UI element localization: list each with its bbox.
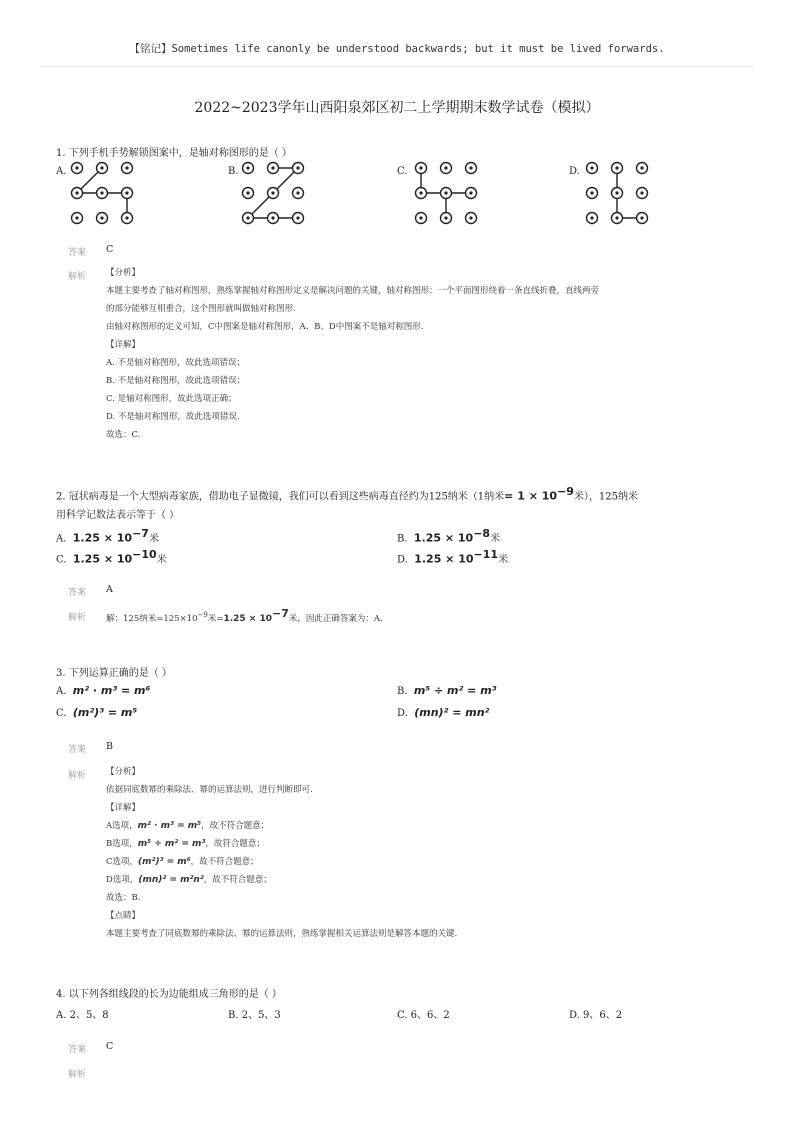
q1-sol-line: 【详解】 [106, 340, 141, 350]
opt-math: (m²)³ = m⁵ [72, 706, 138, 719]
q2-sol-math: 1.25 × 10 [223, 613, 273, 624]
q1-pattern-a-image [66, 160, 140, 228]
post: ，故不符合题意； [190, 857, 259, 867]
q3-sol-line [106, 817, 457, 835]
q3-solution [106, 763, 457, 943]
q2-option-b [397, 527, 500, 544]
q3-stem: 3. 下列运算正确的是（ ） [56, 668, 172, 679]
q2-stem-exp: −9 [557, 485, 574, 498]
q4-answer: C [106, 1041, 114, 1052]
opt-math: 1.25 × 10 [414, 552, 474, 566]
q1-stem: 1. 下列手机手势解锁图案中，是轴对称图形的是（ ） [56, 148, 292, 159]
q2-sol-text: 米，因此正确答案为：A. [288, 613, 383, 624]
q1-sol-line: 故选：C. [106, 430, 141, 440]
opt-label: A. [56, 533, 67, 545]
q1-option-c-label: C. [397, 166, 408, 177]
post: ，故不符合题意； [201, 821, 270, 831]
math: (mn)² = m²n² [138, 875, 204, 885]
opt-unit: 米 [498, 554, 509, 566]
q1-answer: C [106, 244, 114, 255]
math: (m²)³ = m⁶ [138, 857, 191, 867]
motto: 【铭记】Sometimes life canonly be understood backwards; but it must be lived forwards. [129, 43, 665, 55]
q3-sol-line [106, 853, 457, 871]
q1-option-a-label: A. [56, 166, 67, 177]
q2-sol-text: 米= [207, 613, 224, 624]
q3-sol-line: 故选：B. [106, 893, 141, 903]
q1-sol-line: 【分析】 [106, 268, 141, 278]
q2-solution [106, 605, 383, 628]
pre: B选项， [106, 839, 138, 849]
q2-option-c [56, 548, 167, 565]
q1-sol-line: 本题主要考查了轴对称图形，熟练掌握轴对称图形定义是解决问题的关键，轴对称图形：一个平面图形绕着一条直线折叠，直线两旁 [106, 286, 600, 296]
q3-answer-label: 答案 [68, 745, 87, 755]
opt-exp: −8 [473, 527, 491, 540]
q1-sol-line: B. 不是轴对称图形，故此选项错误； [106, 376, 246, 386]
opt-unit: 米 [156, 554, 167, 566]
opt-math: 1.25 × 10 [72, 531, 133, 545]
pre: D选项， [106, 875, 139, 885]
pre: C选项， [106, 857, 139, 867]
q3-sol-head: 【分析】 [106, 767, 141, 777]
q2-stem [56, 485, 638, 502]
q3-sol-line [106, 871, 457, 889]
q3-option-c [56, 706, 137, 719]
q2-answer: A [106, 584, 113, 595]
q2-stem-text-end: 米），125纳米 [573, 491, 639, 503]
pre: A选项， [106, 821, 138, 831]
q1-pattern-b-image [237, 160, 311, 228]
q1-sol-line: A. 不是轴对称图形，故此选项错误； [106, 358, 246, 368]
math: m² · m³ = m⁵ [137, 821, 202, 831]
q3-sol-head: 【点睛】 [106, 911, 141, 921]
q1-sol-line: 由轴对称图形的定义可知，C中图案是轴对称图形，A、B、D中图案不是轴对称图形. [106, 322, 424, 332]
opt-label: B. [397, 686, 408, 697]
q3-sol-line: 本题主要考查了同底数幂的乘除法、幂的运算法则，熟练掌握相关运算法则是解答本题的关键. [106, 929, 458, 939]
opt-math: 1.25 × 10 [413, 531, 474, 545]
q1-sol-line: 的部分能够互相重合，这个图形就叫做轴对称图形. [106, 304, 296, 314]
q3-option-b [397, 684, 496, 697]
q3-sol-head: 【详解】 [106, 803, 141, 813]
q1-answer-label: 答案 [68, 248, 87, 258]
q4-option-d: D. 9、6、2 [569, 1010, 623, 1021]
q4-stem: 4. 以下列各组线段的长为边能组成三角形的是（ ） [56, 989, 282, 1000]
q1-pattern-c-image [410, 160, 484, 228]
opt-label: A. [56, 686, 67, 697]
opt-label: D. [397, 554, 408, 566]
q2-stem-math: = 1 × 10 [504, 489, 558, 503]
q1-analysis-label: 解析 [68, 272, 87, 282]
opt-unit: 米 [148, 533, 159, 545]
q2-option-d [397, 548, 508, 565]
q2-sol-exp: −9 [197, 611, 208, 619]
q3-option-d [397, 706, 489, 719]
opt-math: m⁵ ÷ m² = m³ [413, 684, 497, 697]
q1-sol-line: D. 不是轴对称图形，故此选项错误. [106, 412, 240, 422]
q3-analysis-label: 解析 [68, 771, 87, 781]
q2-option-a [56, 527, 159, 544]
q3-sol-line [106, 835, 457, 853]
page-title: 2022~2023学年山西阳泉郊区初二上学期期末数学试卷（模拟） [194, 100, 600, 116]
q2-stem-line2: 用科学记数法表示等于（ ） [56, 510, 180, 521]
opt-label: D. [397, 708, 408, 719]
opt-label: C. [56, 708, 67, 719]
opt-label: C. [56, 554, 67, 566]
opt-exp: −7 [132, 527, 149, 540]
q2-stem-text: 2. 冠状病毒是一个大型病毒家族，借助电子显微镜，我们可以看到这些病毒直径约为125纳米（1纳米 [56, 491, 505, 503]
q1-option-b-label: B. [228, 166, 239, 177]
q1-solution [106, 264, 599, 444]
q3-answer: B [106, 741, 113, 752]
math: m⁵ ÷ m² = m³ [137, 839, 206, 849]
q4-option-b: B. 2、5、3 [228, 1010, 281, 1021]
q4-answer-label: 答案 [68, 1045, 87, 1055]
opt-label: B. [397, 533, 408, 545]
opt-exp: −10 [132, 548, 157, 561]
post: ，故符合题意； [205, 839, 265, 849]
q4-analysis-label: 解析 [68, 1070, 87, 1080]
q2-analysis-label: 解析 [68, 613, 87, 623]
opt-math: m² · m³ = m⁶ [72, 684, 151, 697]
header-divider [40, 66, 754, 67]
opt-math: 1.25 × 10 [72, 552, 133, 566]
q1-option-d-label: D. [569, 166, 580, 177]
post: ，故不符合题意； [203, 875, 272, 885]
q1-pattern-d-image [581, 160, 655, 228]
q4-option-a: A. 2、5、8 [56, 1010, 109, 1021]
q3-option-a [56, 684, 150, 697]
q4-option-c: C. 6、6、2 [397, 1010, 450, 1021]
q3-sol-line: 依据同底数幂的乘除法、幂的运算法则，进行判断即可. [106, 785, 313, 795]
q2-sol-text: 解：125纳米=125×10 [106, 613, 198, 624]
q2-sol-exp: −7 [272, 607, 289, 620]
opt-unit: 米 [490, 533, 501, 545]
q2-answer-label: 答案 [68, 588, 87, 598]
opt-exp: −11 [473, 548, 499, 561]
q1-sol-line: C. 是轴对称图形，故此选项正确； [106, 394, 237, 404]
opt-math: (mn)² = mn² [414, 706, 490, 719]
